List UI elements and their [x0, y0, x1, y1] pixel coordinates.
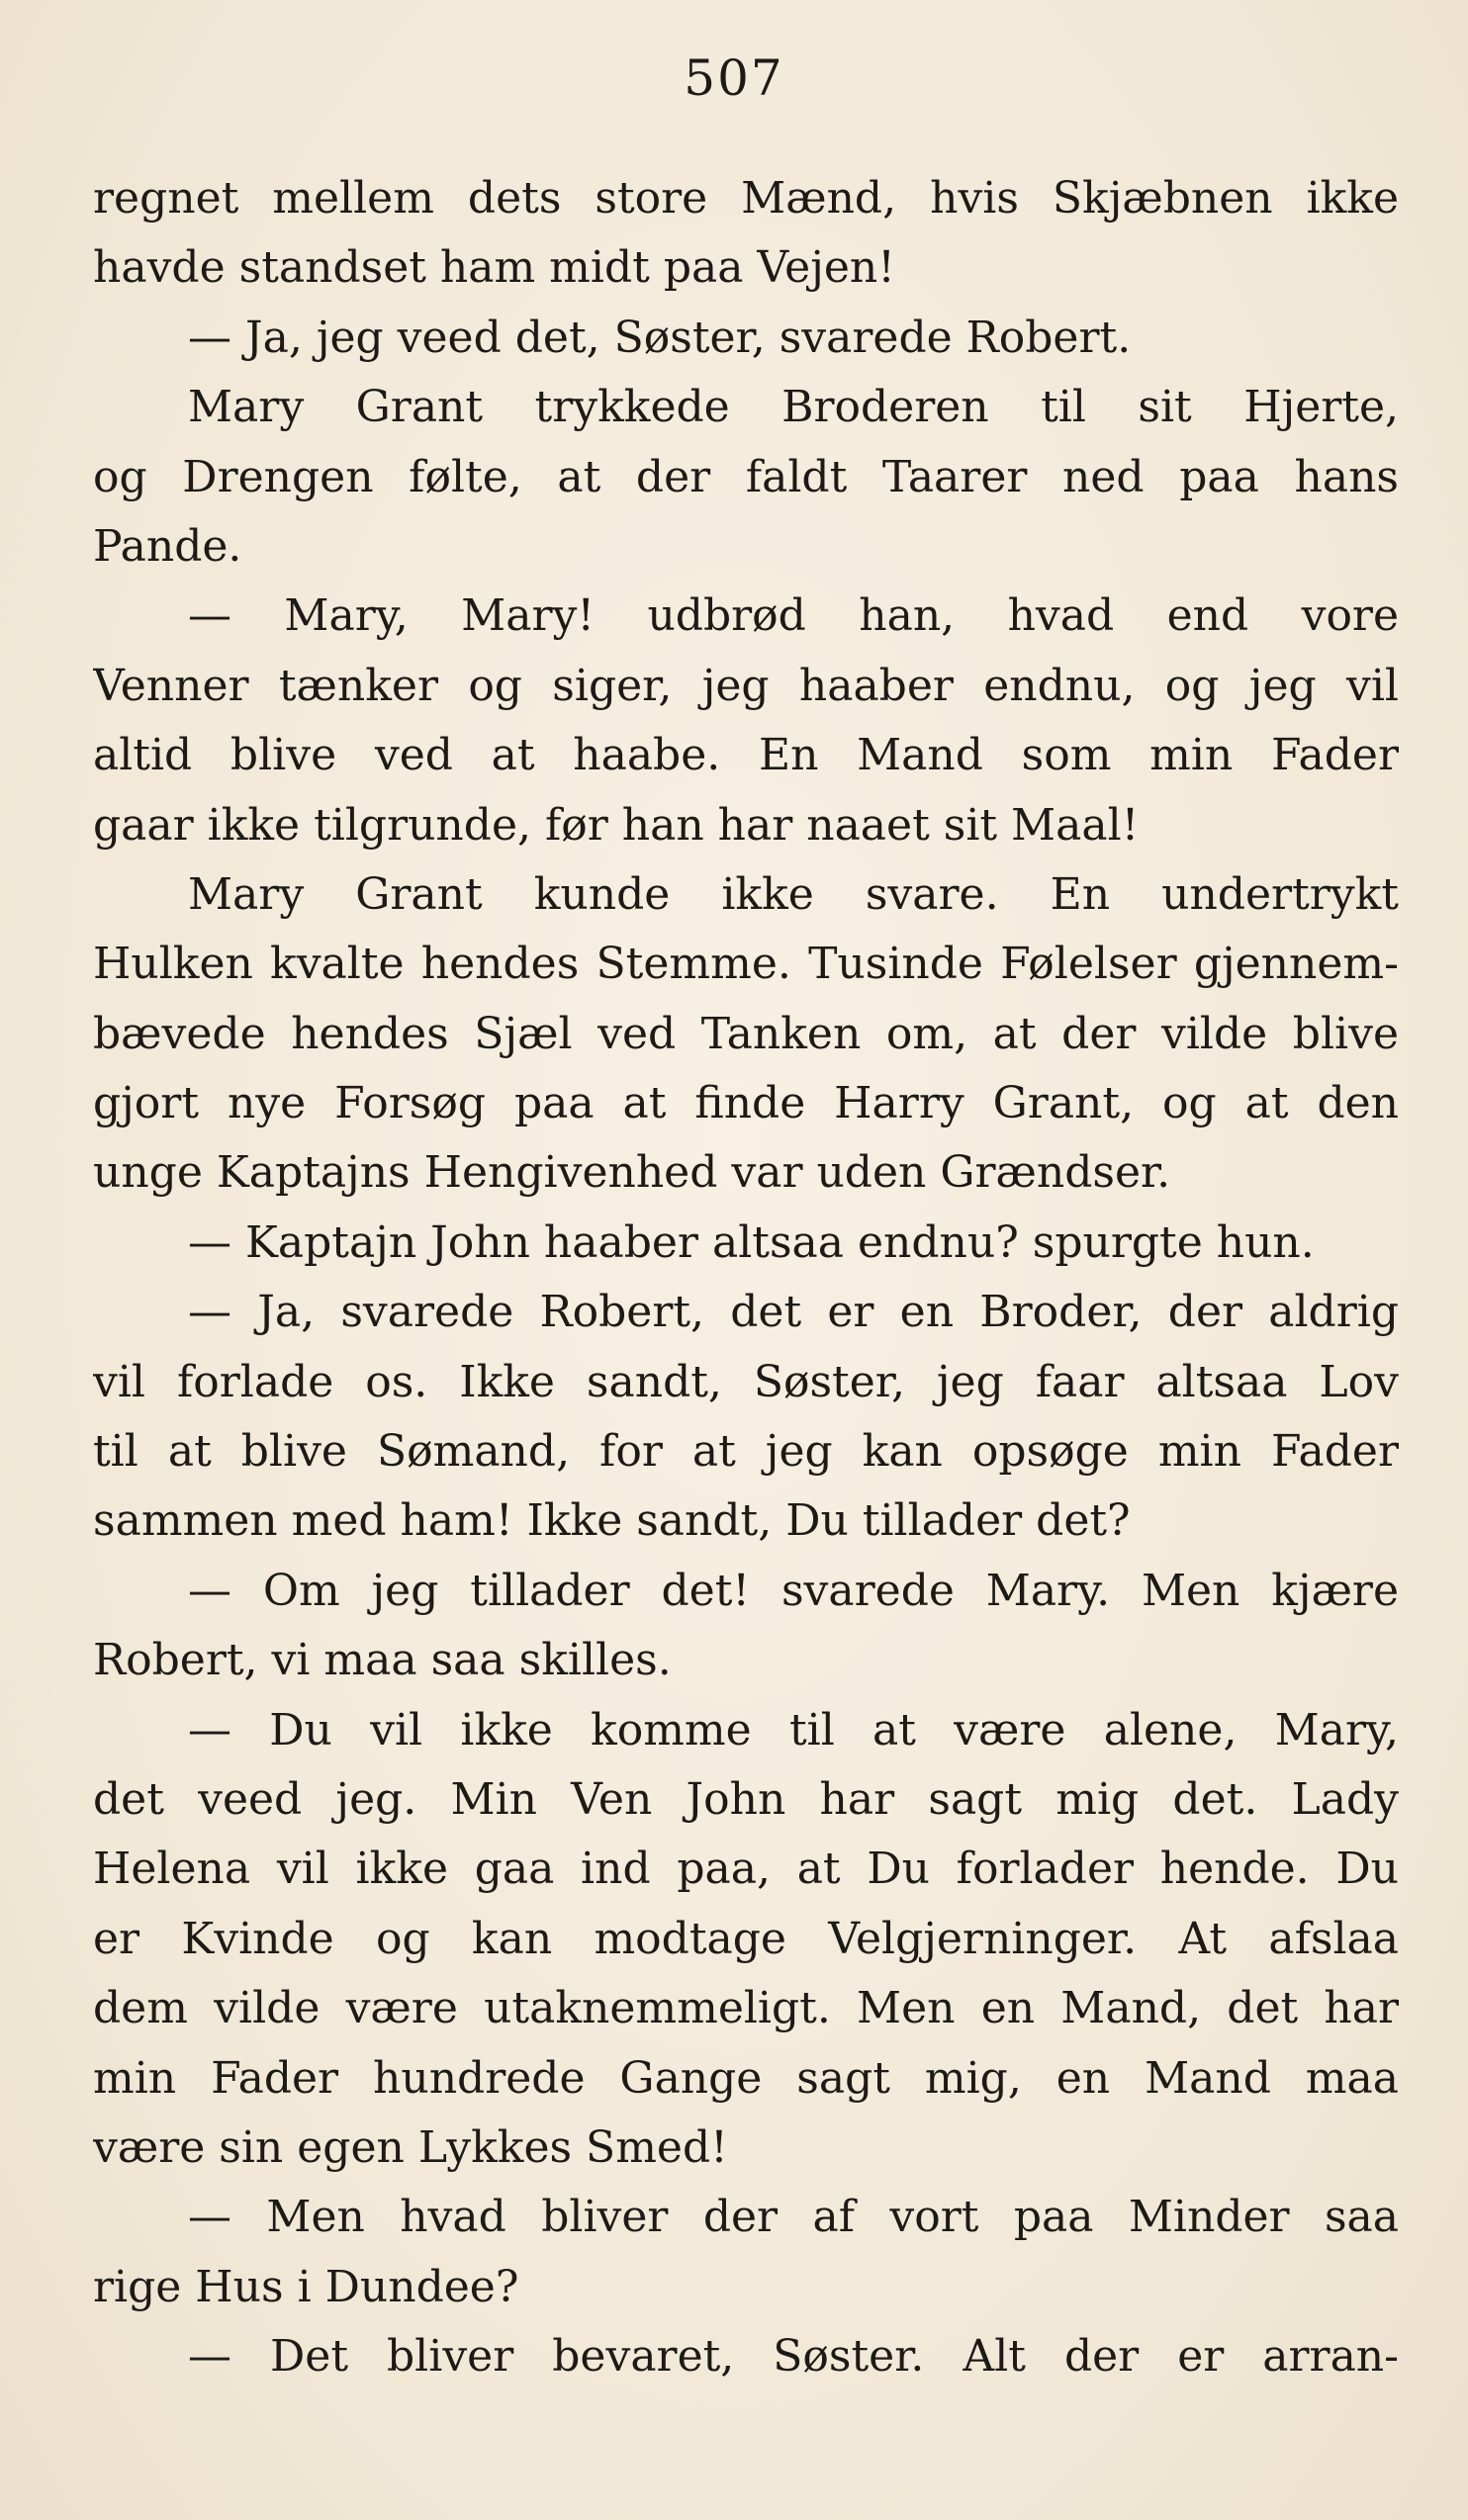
- text-line: — Ja, jeg veed det, Søster, svarede Robert.: [188, 312, 1132, 363]
- text-line: — Det bliver bevaret, Søster. Alt der er arran-: [188, 2331, 1399, 2383]
- text-line: gaar ikke tilgrunde, før han har naaet sit Maal!: [93, 799, 1140, 851]
- text-line: altid blive ved at haabe. En Mand som min Fader: [93, 730, 1399, 781]
- text-line: Mary Grant trykkede Broderen til sit Hjerte,: [188, 382, 1399, 433]
- text-line: er Kvinde og kan modtage Velgjerninger. At afslaa: [93, 1913, 1399, 1964]
- text-line: — Ja, svarede Robert, det er en Broder, der aldrig: [188, 1287, 1399, 1338]
- text-line: gjort nye Forsøg paa at finde Harry Grant, og at den: [93, 1078, 1399, 1129]
- text-line: være sin egen Lykkes Smed!: [93, 2121, 728, 2173]
- text-line: det veed jeg. Min Ven John har sagt mig det. Lady: [93, 1773, 1399, 1825]
- text-line: unge Kaptajns Hengivenhed var uden Grændser.: [93, 1147, 1171, 1199]
- text-line: Robert, vi maa saa skilles.: [93, 1635, 672, 1686]
- text-line: Helena vil ikke gaa ind paa, at Du forlader hende. Du: [93, 1844, 1399, 1895]
- text-line: Pande.: [93, 520, 242, 572]
- text-line: — Om jeg tillader det! svarede Mary. Men kjære: [188, 1565, 1399, 1616]
- text-line: — Du vil ikke komme til at være alene, Mary,: [188, 1704, 1399, 1755]
- text-line: min Fader hundrede Gange sagt mig, en Mand maa: [93, 2052, 1399, 2104]
- body-text: [93, 164, 1399, 2392]
- text-line: regnet mellem dets store Mænd, hvis Skjæbnen ikke: [93, 173, 1399, 224]
- text-line: til at blive Sømand, for at jeg kan opsøge min Fader: [93, 1426, 1399, 1478]
- text-line: rige Hus i Dundee?: [93, 2261, 519, 2312]
- text-line: — Men hvad bliver der af vort paa Minder saa: [188, 2192, 1399, 2243]
- text-line: Hulken kvalte hendes Stemme. Tusinde Følelser gjennem-: [93, 939, 1399, 990]
- text-line: sammen med ham! Ikke sandt, Du tillader det?: [93, 1495, 1131, 1547]
- text-line: — Mary, Mary! udbrød han, hvad end vore: [188, 590, 1399, 642]
- page-number: 507: [684, 49, 784, 107]
- text-line: og Drengen følte, at der faldt Taarer ned paa hans: [93, 451, 1399, 502]
- text-line: Mary Grant kunde ikke svare. En undertrykt: [188, 868, 1399, 920]
- text-line: Venner tænker og siger, jeg haaber endnu, og jeg vil: [93, 660, 1399, 711]
- text-line: dem vilde være utaknemmeligt. Men en Mand, det har: [93, 1983, 1399, 2034]
- text-line: havde standset ham midt paa Vejen!: [93, 242, 895, 294]
- text-line: bævede hendes Sjæl ved Tanken om, at der vilde blive: [93, 1008, 1399, 1059]
- text-line: vil forlade os. Ikke sandt, Søster, jeg faar altsaa Lov: [93, 1356, 1399, 1407]
- text-line: — Kaptajn John haaber altsaa endnu? spurgte hun.: [188, 1216, 1315, 1268]
